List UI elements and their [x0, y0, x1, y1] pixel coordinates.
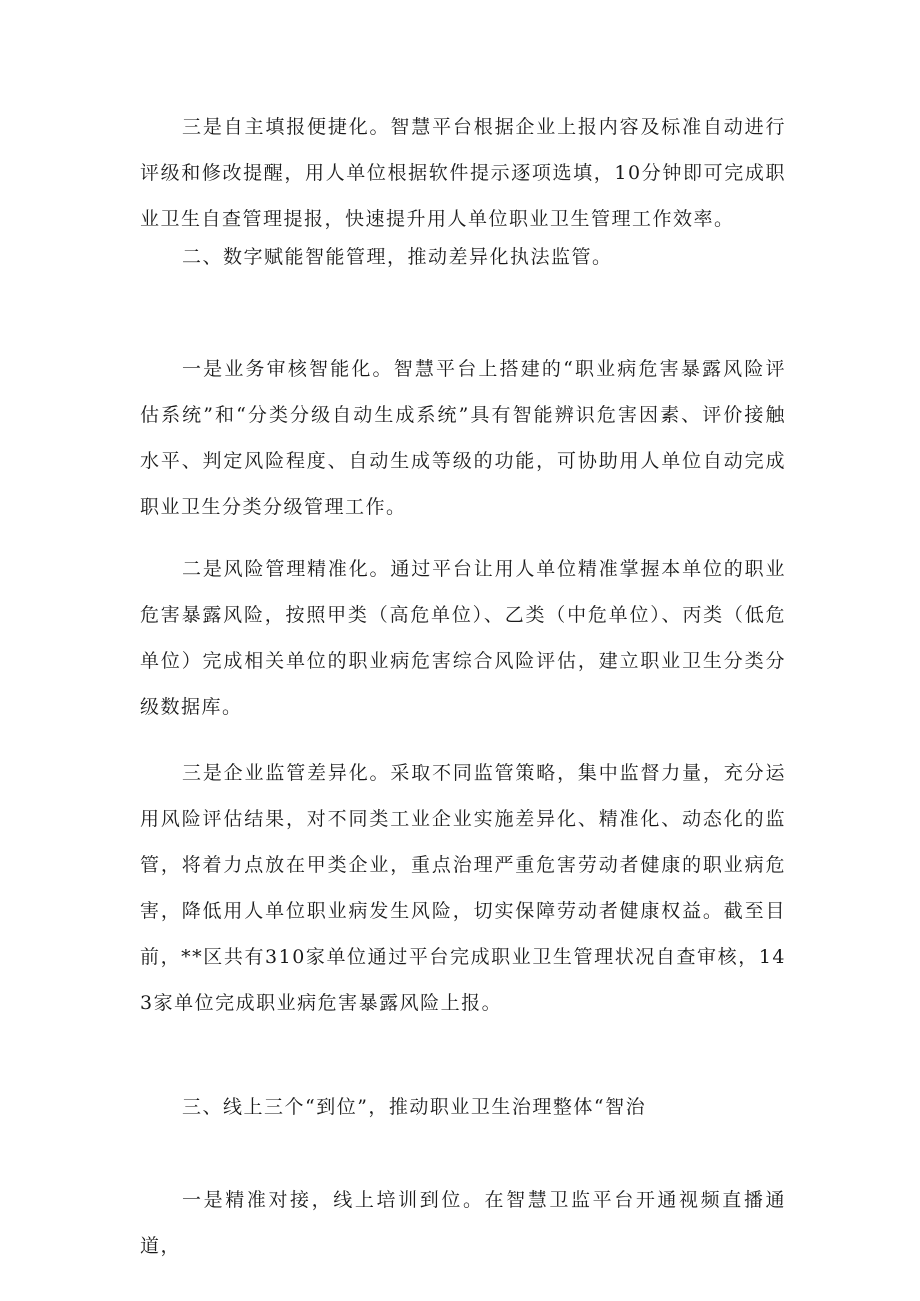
paragraph-risk-management: 二是风险管理精准化。通过平台让用人单位精准掌握本单位的职业危害暴露风险，按照甲类（高危单位）、乙类（中危单位）、丙类（低危单位）完成相关单位的职业病危害综合风险评估，建立职业卫生分类分级数据库。	[140, 558, 786, 718]
paragraph-self-reporting: 三是自主填报便捷化。智慧平台根据企业上报内容及标准自动进行评级和修改提醒，用人单位根据软件提示逐项选填，10分钟即可完成职业卫生自查管理提报，快速提升用人单位职业卫生管理工作效率。	[140, 116, 786, 230]
paragraph-online-training: 一是精准对接，线上培训到位。在智慧卫监平台开通视频直播通道，	[140, 1189, 786, 1257]
paragraph-business-review: 一是业务审核智能化。智慧平台上搭建的“职业病危害暴露风险评估系统”和“分类分级自动生成系统”具有智能辨识危害因素、评价接触水平、判定风险程度、自动生成等级的功能，可协助用人单位自动完成职业卫生分类分级管理工作。	[140, 358, 786, 518]
section-heading-online-three: 三、线上三个“到位”，推动职业卫生治理整体“智治	[182, 1096, 647, 1118]
paragraph-enterprise-supervision: 三是企业监管差异化。采取不同监管策略，集中监督力量，充分运用风险评估结果，对不同类工业企业实施差异化、精准化、动态化的监管，将着力点放在甲类企业，重点治理严重危害劳动者健康的职业病危害，降低用人单位职业病发生风险，切实保障劳动者健康权益。截至目前，**区共有310家单位通过平台完成职业卫生管理状况自查审核，143家单位完成职业病危害暴露风险上报。	[140, 762, 786, 1014]
section-heading-digital-empowerment: 二、数字赋能智能管理，推动差异化执法监管。	[182, 246, 613, 268]
